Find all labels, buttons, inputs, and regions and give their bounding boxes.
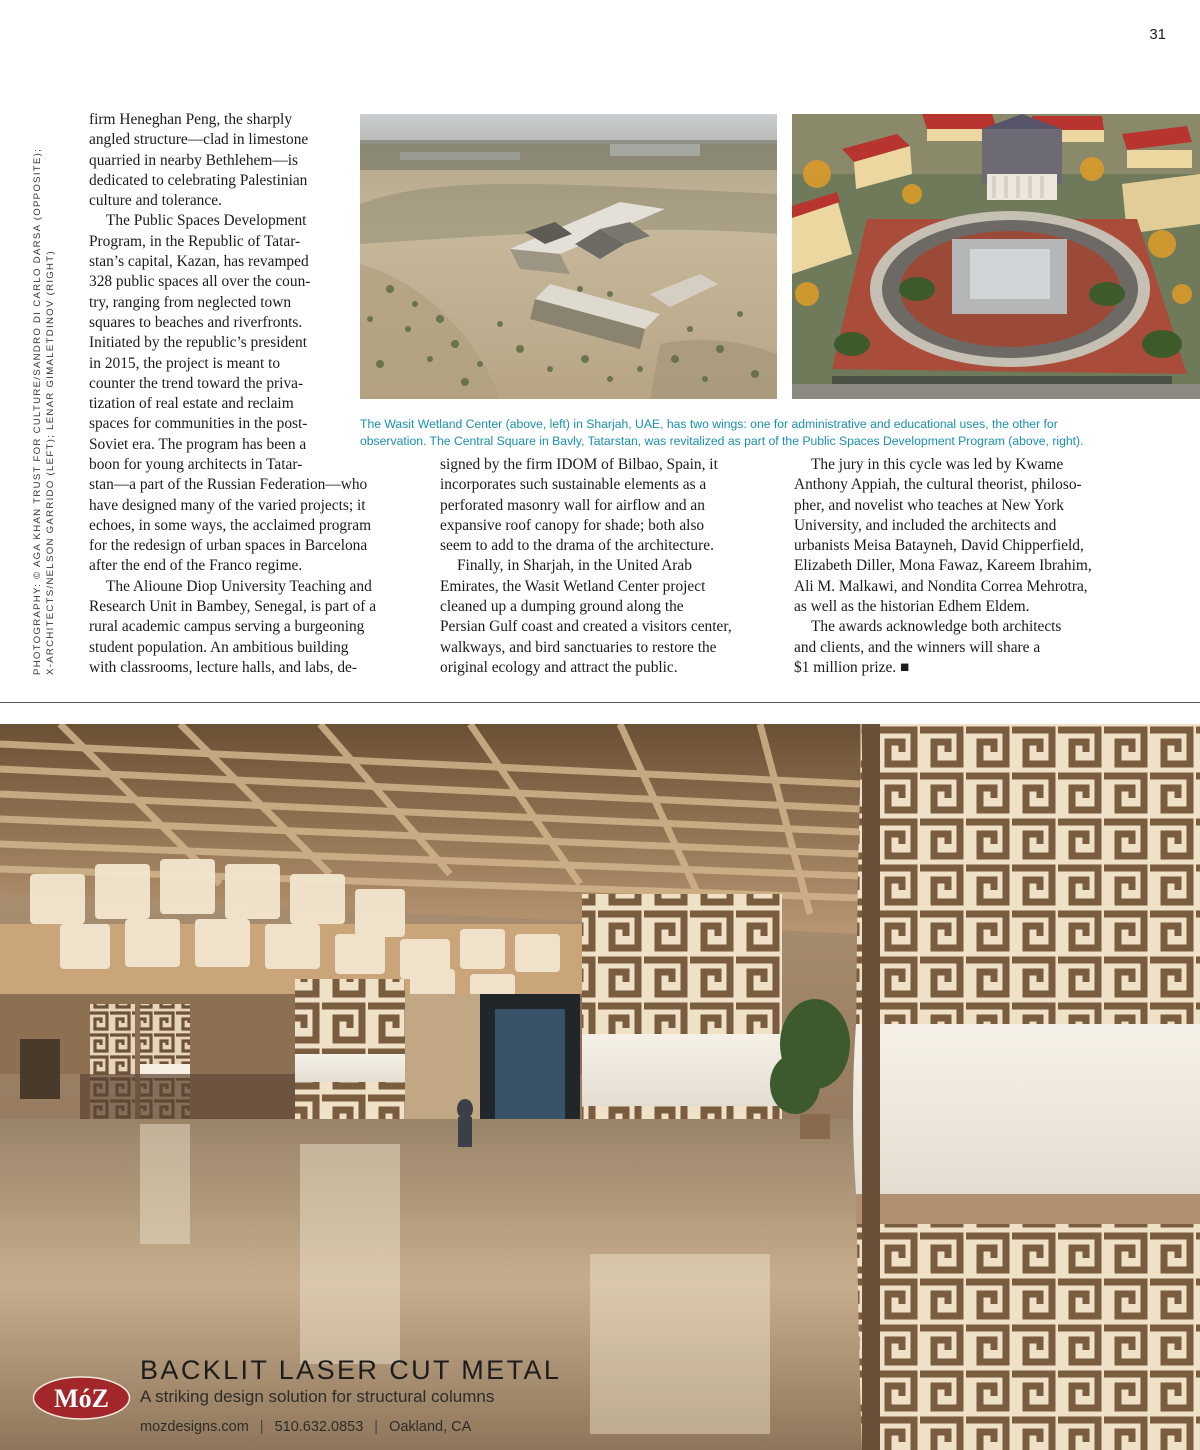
body-line: Soviet era. The program has been a <box>89 435 307 453</box>
wasit-wetland-center-photo <box>360 114 777 399</box>
caption-line: The Wasit Wetland Center (above, left) in Sharjah, UAE, has two wings: one for administrative and educational uses, the other for <box>360 417 1058 431</box>
body-line: tization of real estate and reclaim <box>89 395 294 413</box>
body-line: Program, in the Republic of Tatar- <box>89 232 301 250</box>
photo-credit-line: PHOTOGRAPHY: © AGA KHAN TRUST FOR CULTURE/SANDRO DI CARLO DARSA (OPPOSITE); <box>32 147 43 675</box>
ad-website-link[interactable]: mozdesigns.com <box>140 1419 249 1435</box>
moz-logo <box>32 1376 131 1420</box>
body-line: student population. An ambitious building <box>89 638 349 656</box>
body-line: signed by the firm IDOM of Bilbao, Spain, it <box>440 456 718 473</box>
body-line: as well as the historian Edhem Eldem. <box>794 598 1030 616</box>
ad-phone[interactable]: 510.632.0853 <box>274 1419 364 1435</box>
body-line: Initiated by the republic’s president <box>89 334 307 352</box>
body-line: cleaned up a dumping ground along the <box>440 598 684 616</box>
photo-caption <box>360 416 1160 449</box>
body-line: after the end of the Franco regime. <box>89 557 303 575</box>
separator: | <box>374 1419 379 1435</box>
body-line: with classrooms, lecture halls, and labs, de- <box>89 658 357 676</box>
body-line: boon for young architects in Tatar- <box>89 456 303 473</box>
article-column-1-bottom <box>89 455 419 678</box>
body-line: seem to add to the drama of the architecture. <box>440 537 714 555</box>
body-line: culture and tolerance. <box>89 192 222 210</box>
body-line: 328 public spaces all over the coun- <box>89 273 311 291</box>
body-line: in 2015, the project is meant to <box>89 354 281 372</box>
body-line: spaces for communities in the post- <box>89 415 308 433</box>
body-line: Finally, in Sharjah, in the United Arab <box>457 557 692 575</box>
body-line: Ali M. Malkawi, and Nondita Correa Mehrotra, <box>794 577 1088 595</box>
body-line: counter the trend toward the priva- <box>89 374 304 392</box>
ad-copy <box>140 1355 561 1436</box>
page-number: 31 <box>1149 26 1166 43</box>
article-column-2 <box>440 455 780 678</box>
body-line: have designed many of the varied projects; it <box>89 496 366 514</box>
body-line: original ecology and attract the public. <box>440 658 678 676</box>
body-line: dedicated to celebrating Palestinian <box>89 171 308 189</box>
ad-tagline: A striking design solution for structural columns <box>140 1387 495 1406</box>
body-line: quarried in nearby Bethlehem—is <box>89 151 298 169</box>
advertisement-photo <box>0 724 1200 1450</box>
body-line: Emirates, the Wasit Wetland Center project <box>440 577 706 595</box>
ad-location: Oakland, CA <box>389 1419 472 1435</box>
body-line: walkways, and bird sanctuaries to restore the <box>440 638 717 656</box>
body-line: The Public Spaces Development <box>106 212 307 230</box>
body-line: squares to beaches and riverfronts. <box>89 313 303 331</box>
caption-line: observation. The Central Square in Bavly, Tatarstan, was revitalized as part of the Public Spaces Development Program (above, right). <box>360 433 1084 448</box>
body-line: echoes, in some ways, the acclaimed program <box>89 516 372 534</box>
central-square-bavly-photo <box>792 114 1200 399</box>
body-line: rural academic campus serving a burgeoning <box>89 618 365 636</box>
body-line: stan—a part of the Russian Federation—who <box>89 476 368 494</box>
ad-headline: BACKLIT LASER CUT METAL <box>140 1355 562 1385</box>
body-line: Persian Gulf coast and created a visitors center, <box>440 618 732 636</box>
separator: | <box>259 1419 264 1435</box>
body-line: The awards acknowledge both architects <box>811 618 1062 636</box>
body-line: expansive roof canopy for shade; both also <box>440 516 705 534</box>
body-line: firm Heneghan Peng, the sharply <box>89 111 293 128</box>
body-line: urbanists Meisa Batayneh, David Chipperfield, <box>794 537 1084 555</box>
body-line: Anthony Appiah, the cultural theorist, philoso- <box>794 476 1082 494</box>
body-line: The Alioune Diop University Teaching and <box>106 577 372 595</box>
body-line: try, ranging from neglected town <box>89 293 292 311</box>
body-line: angled structure—clad in limestone <box>89 131 309 149</box>
body-line: Elizabeth Diller, Mona Fawaz, Kareem Ibrahim, <box>794 557 1092 575</box>
body-line: and clients, and the winners will share a <box>794 638 1041 656</box>
article-column-3 <box>794 455 1134 678</box>
body-line: incorporates such sustainable elements as a <box>440 476 707 494</box>
photo-credit <box>32 35 57 675</box>
body-line: The jury in this cycle was led by Kwame <box>811 456 1064 473</box>
ad-divider <box>0 702 1200 703</box>
moz-logo-text: MóZ <box>54 1384 109 1413</box>
body-line: stan’s capital, Kazan, has revamped <box>89 253 309 271</box>
body-line: Research Unit in Bambey, Senegal, is part of a <box>89 598 377 616</box>
body-line: University, and included the architects and <box>794 516 1057 534</box>
photo-credit-line: X-ARCHITECTS/NELSON GARRIDO (LEFT); LENAR GIMALETDINOV (RIGHT) <box>44 250 56 675</box>
body-line: $1 million prize. ■ <box>794 658 910 676</box>
body-line: perforated masonry wall for airflow and an <box>440 496 705 514</box>
ad-contact-line <box>140 1418 561 1436</box>
article-column-1-top <box>89 110 351 455</box>
body-line: for the redesign of urban spaces in Barcelona <box>89 537 368 555</box>
body-line: pher, and novelist who teaches at New York <box>794 496 1064 514</box>
